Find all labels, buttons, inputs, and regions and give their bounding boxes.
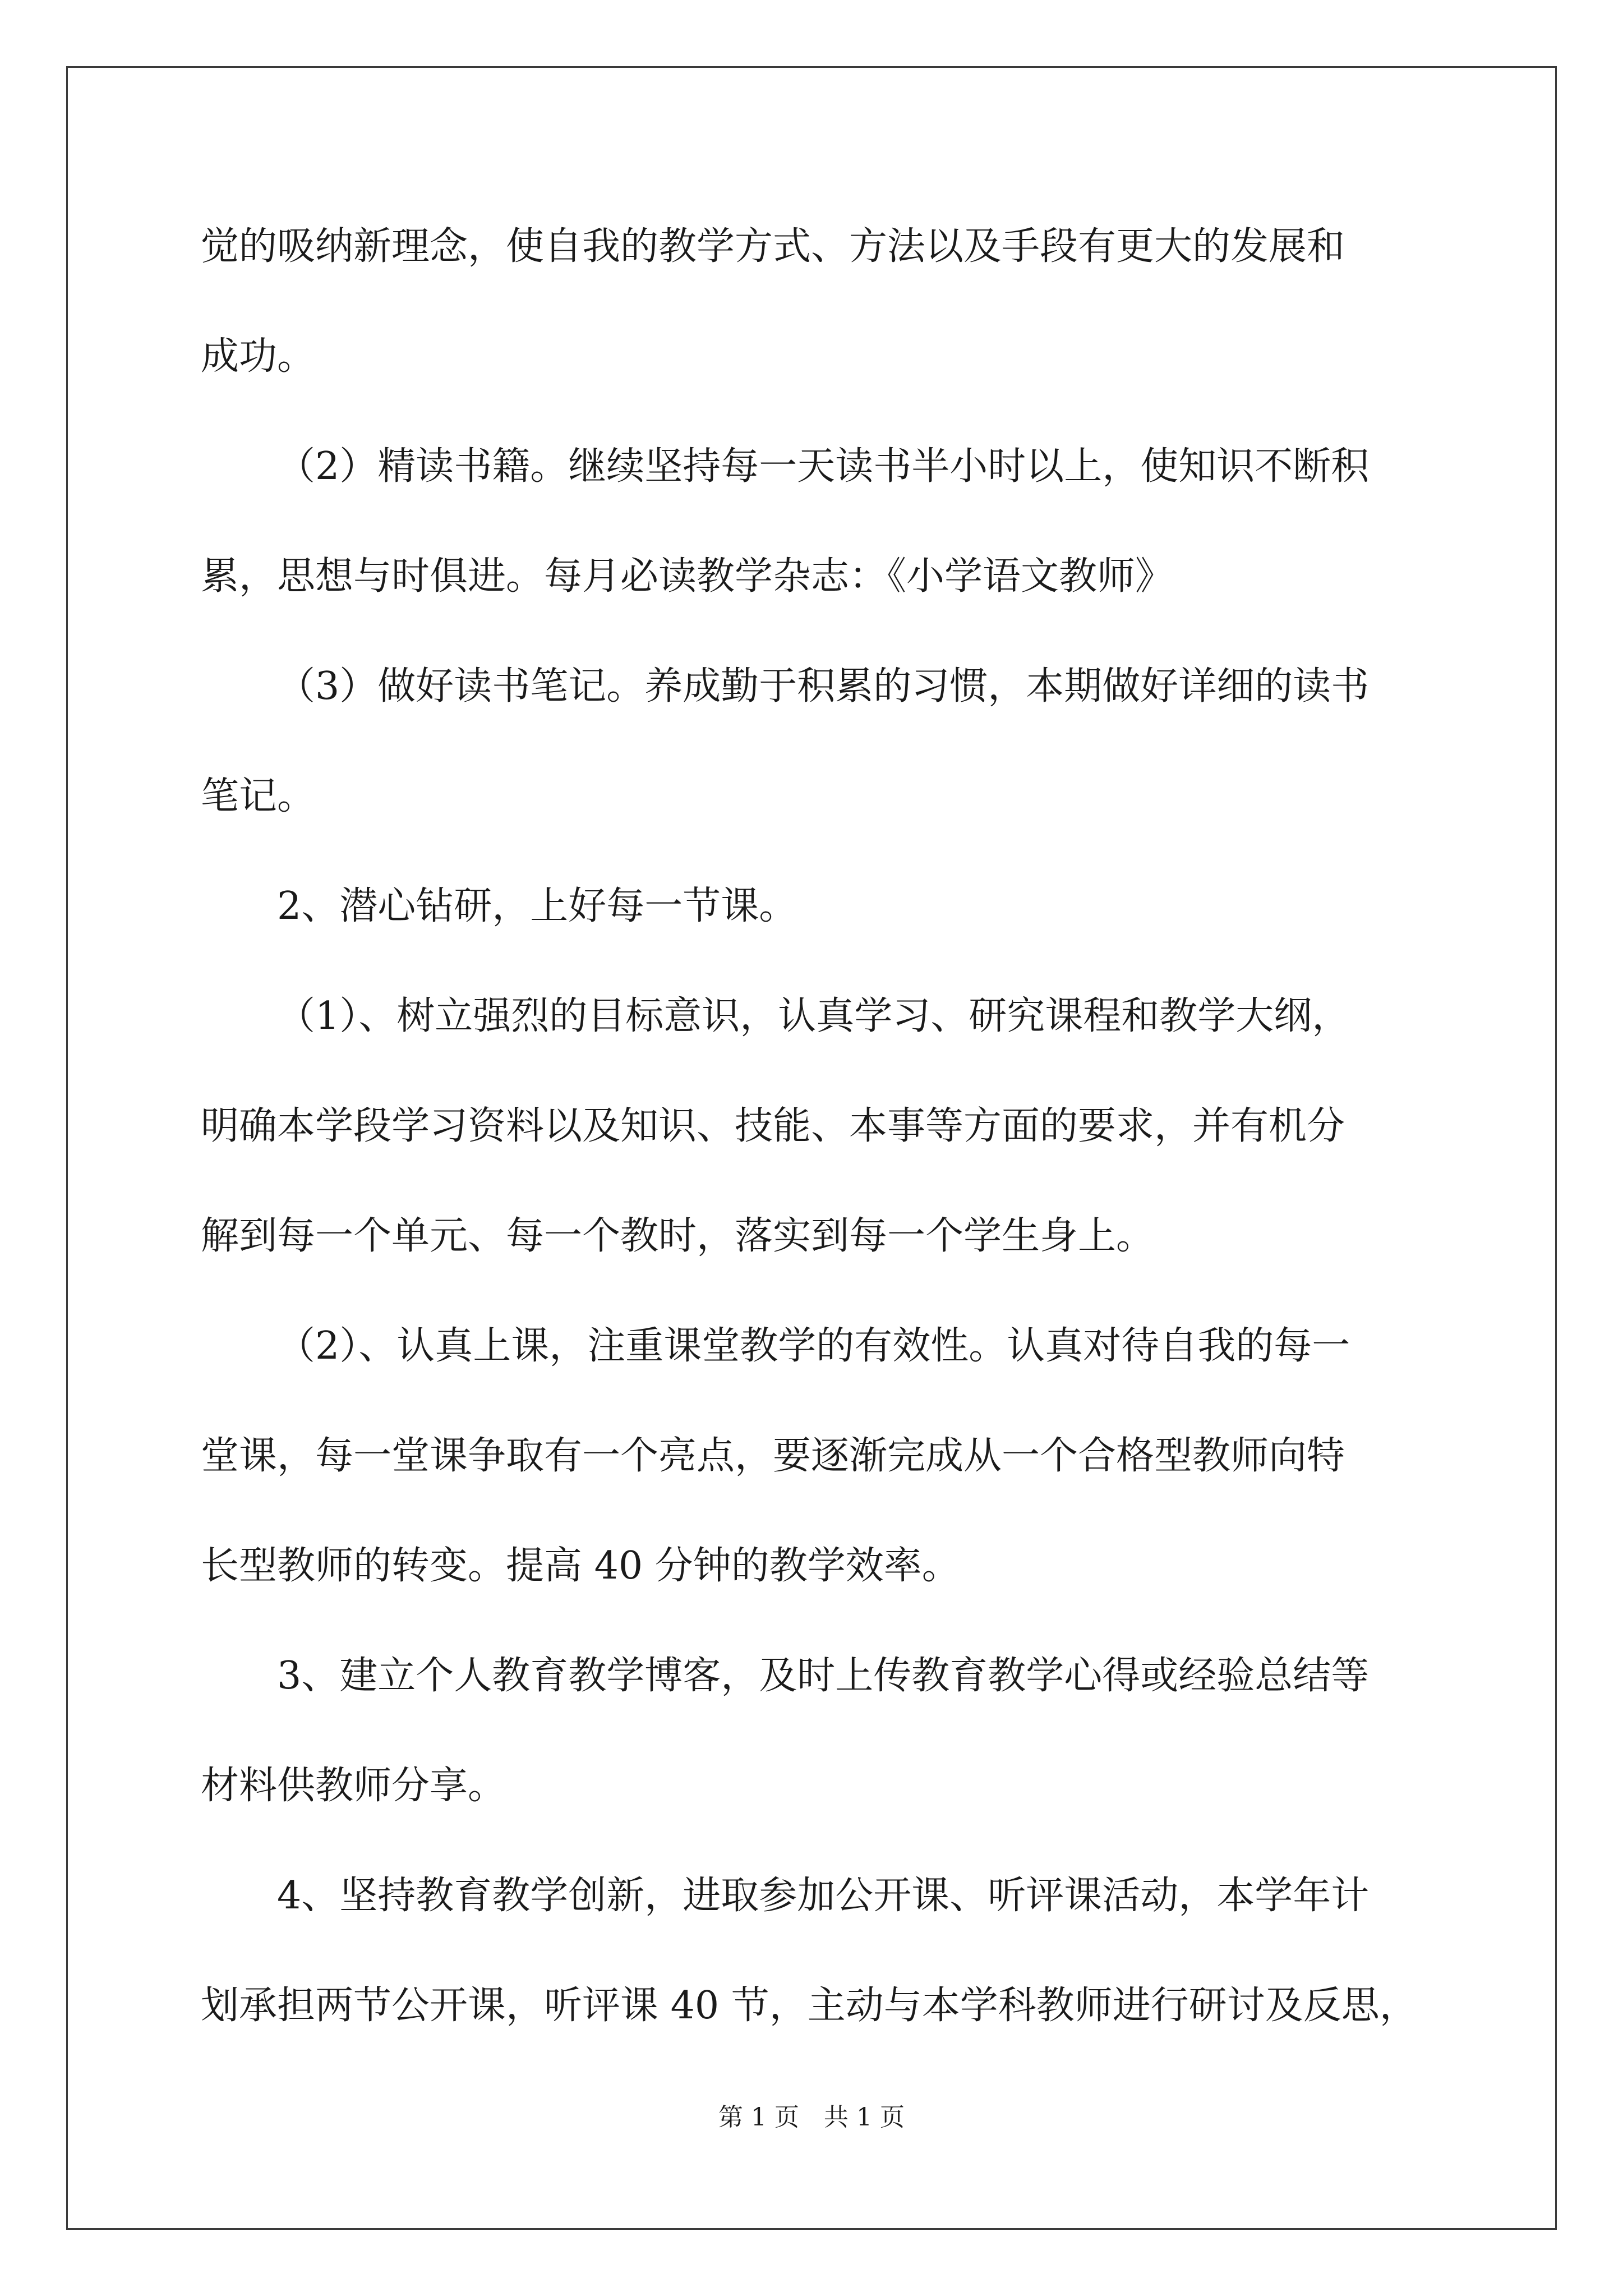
text-line: 累，思想与时俱进。每月必读教学杂志：《小学语文教师》 (201, 554, 1174, 599)
text-line: （2）、认真上课，注重课堂教学的有效性。认真对待自我的每一 (277, 1324, 1350, 1368)
text-line: 3、建立个人教育教学博客，及时上传教育教学心得或经验总结等 (277, 1654, 1370, 1698)
text-line: （2）精读书籍。继续坚持每一天读书半小时以上，使知识不断积 (277, 444, 1370, 489)
text-line: 4、坚持教育教学创新，进取参加公开课、听评课活动，本学年计 (277, 1874, 1370, 1918)
text-line: 划承担两节公开课，听评课 40 节，主动与本学科教师进行研讨及反思， (201, 1984, 1418, 2028)
text-line: （1）、树立强烈的目标意识，认真学习、研究课程和教学大纲， (277, 994, 1350, 1038)
text-line: 材料供教师分享。 (201, 1764, 506, 1808)
text-line: 堂课，每一堂课争取有一个亮点，要逐渐完成从一个合格型教师向特 (201, 1434, 1345, 1478)
text-line: 2、潜心钻研，上好每一节课。 (277, 884, 797, 928)
text-line: 成功。 (201, 334, 316, 379)
page-footer: 第 1 页 共 1 页 (718, 2103, 905, 2132)
text-line: 觉的吸纳新理念，使自我的教学方式、方法以及手段有更大的发展和 (201, 224, 1345, 269)
text-line: 明确本学段学习资料以及知识、技能、本事等方面的要求，并有机分 (201, 1104, 1345, 1148)
text-line: 解到每一个单元、每一个教时，落实到每一个学生身上。 (201, 1214, 1155, 1258)
text-line: 笔记。 (201, 774, 316, 818)
text-line: 长型教师的转变。提高 40 分钟的教学效率。 (201, 1544, 960, 1588)
document-body (201, 216, 1423, 2085)
text-line: （3）做好读书笔记。养成勤于积累的习惯，本期做好详细的读书 (277, 664, 1370, 708)
